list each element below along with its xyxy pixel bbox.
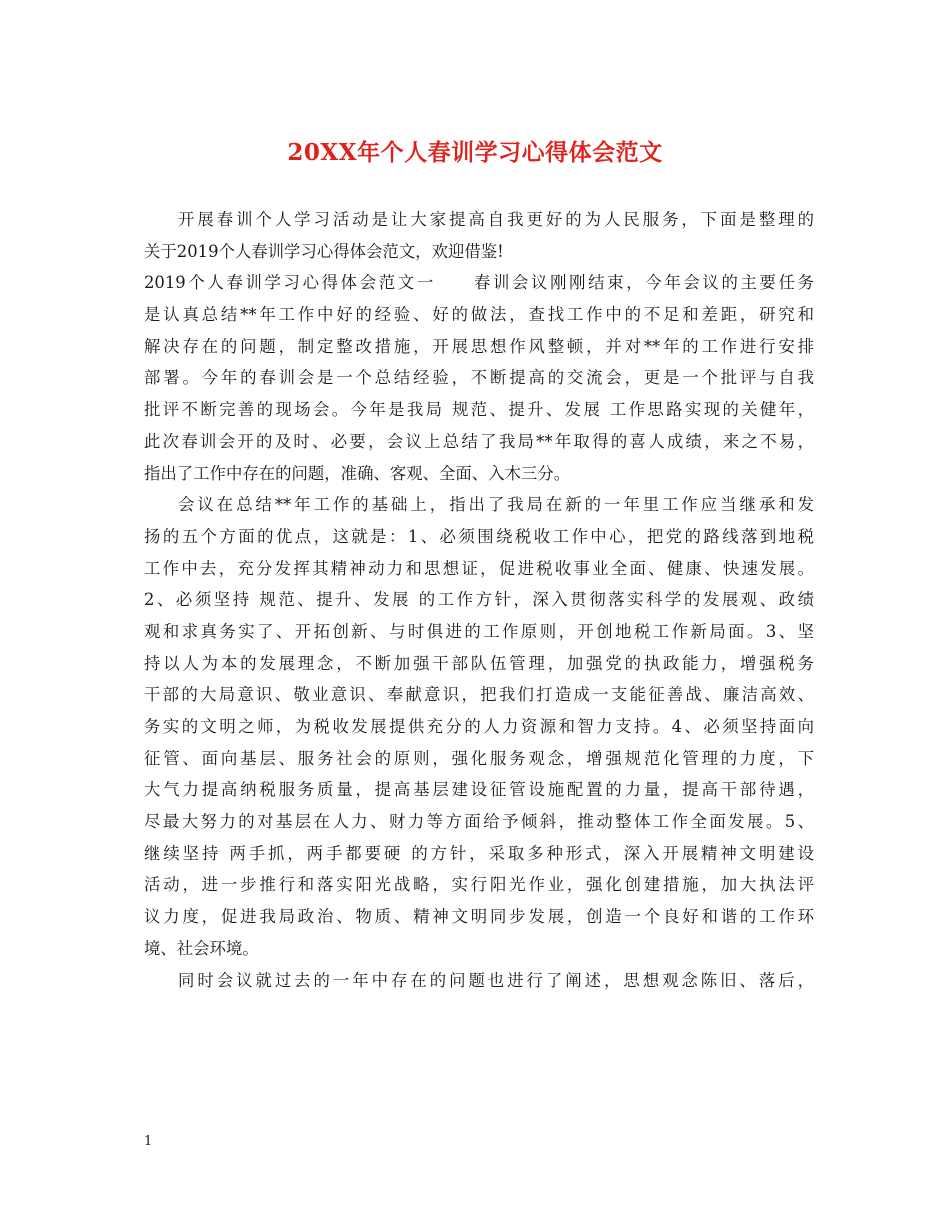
page-number: 1	[144, 1134, 153, 1149]
body-line: 2、必须坚持 规范、提升、发展 的工作方针，深入贯彻落实科学的发展观、政绩	[144, 590, 814, 610]
body-line: 征管、面向基层、服务社会的原则，强化服务观念，增强规范化管理的力度，下	[144, 748, 814, 768]
body-line: 指出了工作中存在的问题，准确、客观、全面、入木三分。	[144, 463, 571, 483]
body-line: 继续坚持 两手抓，两手都要硬 的方针，采取多种形式，深入开展精神文明建设	[144, 843, 814, 863]
body-line: 批评不断完善的现场会。今年是我局 规范、提升、发展 工作思路实现的关健年，	[144, 400, 814, 420]
body-line: 此次春训会开的及时、必要，会议上总结了我局**年取得的喜人成绩，来之不易，	[144, 431, 814, 451]
body-line: 工作中去，充分发挥其精神动力和思想证，促进税收事业全面、健康、快速发展。	[144, 558, 814, 578]
body-line: 持以人为本的发展理念，不断加强干部队伍管理，加强党的执政能力，增强税务	[144, 653, 814, 673]
body-line: 干部的大局意识、敬业意识、奉献意识，把我们打造成一支能征善战、廉洁高效、	[144, 685, 814, 705]
body-line: 同时会议就过去的一年中存在的问题也进行了阐述，思想观念陈旧、落后，	[178, 970, 814, 990]
body-line: 观和求真务实了、开拓创新、与时俱进的工作原则，开创地税工作新局面。3、坚	[144, 621, 814, 641]
body-line: 部署。今年的春训会是一个总结经验，不断提高的交流会，更是一个批评与自我	[144, 368, 814, 388]
body-line: 务实的文明之师，为税收发展提供充分的人力资源和智力支持。4、必须坚持面向	[144, 717, 814, 736]
body-line: 解决存在的问题，制定整改措施，开展思想作风整顿，并对**年的工作进行安排	[144, 336, 814, 356]
document-body	[144, 204, 814, 996]
body-line: 2019个人春训学习心得体会范文一 春训会议刚刚结束，今年会议的主要任务	[144, 273, 814, 293]
body-line: 尽最大努力的对基层在人力、财力等方面给予倾斜，推动整体工作全面发展。5、	[144, 812, 814, 832]
body-line: 境、社会环境。	[144, 938, 259, 958]
document-title: 20XX年个人春训学习心得体会范文	[287, 139, 663, 166]
body-line: 议力度，促进我局政治、物质、精神文明同步发展，创造一个良好和谐的工作环	[144, 907, 814, 927]
body-line: 会议在总结**年工作的基础上，指出了我局在新的一年里工作应当继承和发	[178, 495, 814, 515]
body-line: 扬的五个方面的优点，这就是：1、必须围绕税收工作中心，把党的路线落到地税	[144, 526, 814, 546]
body-line: 大气力提高纳税服务质量，提高基层建设征管设施配置的力量，提高干部待遇，	[144, 780, 814, 800]
body-line: 活动，进一步推行和落实阳光战略，实行阳光作业，强化创建措施，加大执法评	[144, 875, 814, 895]
body-line: 开展春训个人学习活动是让大家提高自我更好的为人民服务，下面是整理的	[178, 210, 814, 229]
body-line: 关于2019个人春训学习心得体会范文，欢迎借鉴!	[144, 241, 504, 261]
body-line: 是认真总结**年工作中好的经验、好的做法，查找工作中的不足和差距，研究和	[144, 305, 814, 325]
